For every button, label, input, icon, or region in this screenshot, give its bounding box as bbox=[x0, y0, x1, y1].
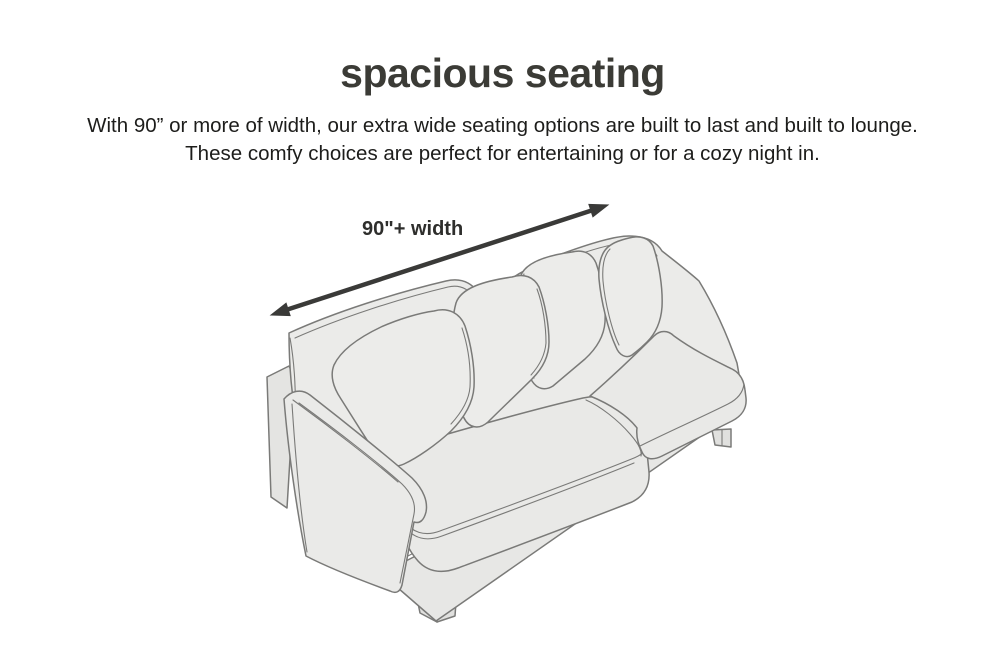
arrowhead-right-icon bbox=[589, 204, 608, 216]
description-line-1: With 90” or more of width, our extra wide seating options are built to last and built to lounge. bbox=[87, 114, 918, 137]
width-dimension-label: 90"+ width bbox=[362, 218, 464, 240]
arrowhead-left-icon bbox=[271, 303, 290, 315]
description-line-2: These comfy choices are perfect for entertaining or for a cozy night in. bbox=[185, 141, 820, 165]
page-title: spacious seating bbox=[340, 50, 665, 96]
